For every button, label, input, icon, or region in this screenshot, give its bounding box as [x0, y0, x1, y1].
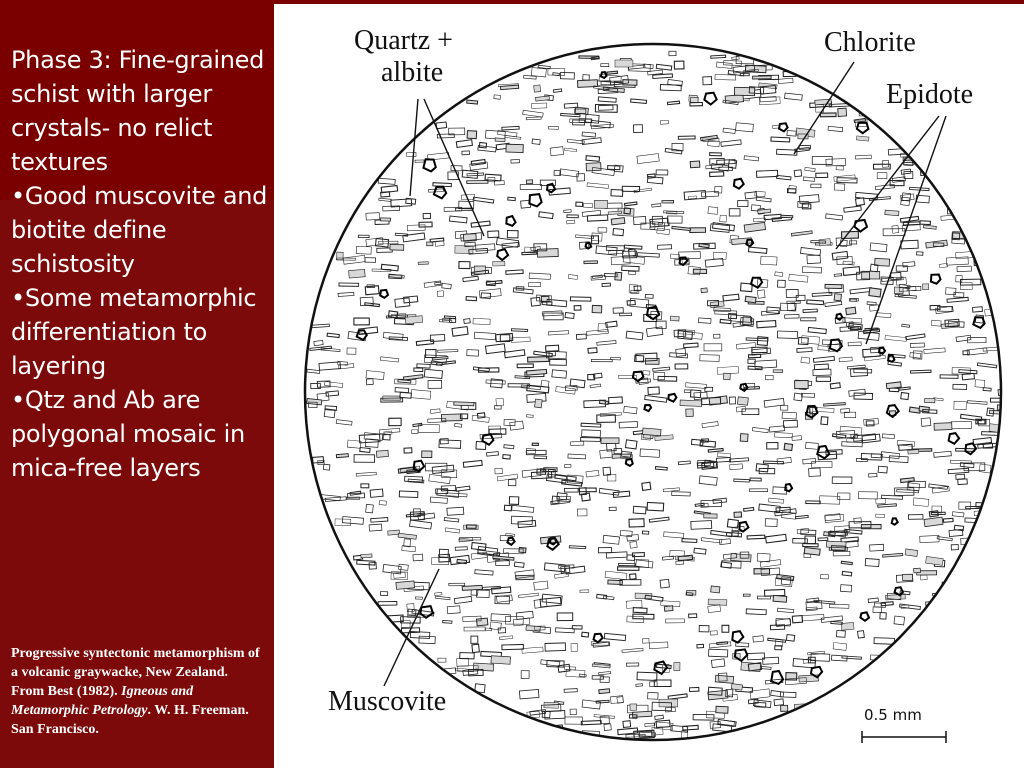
mineral-grain: [869, 288, 881, 297]
mineral-grain: [422, 451, 432, 458]
caption-text-start: Progressive syntectonic metamorphism of a volcanic graywacke, New Zealand. From Best (1982).: [11, 646, 260, 699]
mineral-grain: [745, 296, 756, 303]
mineral-grain: [838, 108, 847, 116]
label-chlorite: Chlorite: [824, 27, 916, 58]
mineral-grain: [630, 704, 636, 710]
mineral-grain: [842, 231, 859, 238]
mineral-grain: [608, 211, 622, 215]
mineral-grain: [599, 689, 610, 694]
mineral-grain: [526, 180, 532, 184]
mineral-grain: [584, 261, 598, 264]
mineral-grain: [686, 409, 694, 417]
mineral-grain: [670, 316, 679, 321]
mineral-grain: [623, 80, 637, 86]
mineral-grain: [732, 238, 752, 245]
mineral-grain: [336, 454, 348, 458]
caption-book-title: Igneous and Metamorphic Petrology: [11, 684, 194, 718]
mineral-grain: [495, 138, 505, 142]
mineral-grain: [819, 239, 831, 246]
mineral-grain: [528, 357, 549, 363]
mineral-grain: [674, 663, 680, 671]
mineral-grain: [592, 305, 602, 313]
bullet-muscovite-biotite: •Good muscovite and biotite define schistosity: [11, 182, 268, 278]
mineral-grain: [925, 398, 935, 402]
mineral-grain: [642, 428, 661, 436]
mineral-grain: [586, 163, 601, 171]
mineral-grain: [846, 307, 856, 314]
mineral-grain: [662, 200, 674, 203]
scale-bar-label: 0.5 mm: [864, 706, 922, 724]
mineral-grain: [711, 586, 720, 593]
mineral-grain: [825, 284, 842, 288]
mineral-grain: [710, 301, 724, 307]
mineral-grain: [388, 530, 400, 535]
mineral-grain: [841, 622, 854, 630]
mineral-grain: [753, 76, 772, 79]
caption-text-end: . W. H. Freeman. San Francisco.: [11, 703, 249, 737]
mineral-grain: [527, 369, 547, 375]
thin-section-figure: [274, 4, 1024, 768]
mineral-grain: [680, 400, 702, 406]
mineral-grain: [396, 581, 415, 589]
mineral-grain: [885, 210, 899, 216]
mineral-grain: [491, 656, 511, 665]
mineral-grain: [715, 675, 733, 683]
mineral-grain: [908, 449, 919, 454]
mineral-grain: [337, 252, 344, 260]
label-muscovite: Muscovite: [328, 686, 447, 717]
bullet-differentiation: •Some metamorphic differentiation to layering: [11, 284, 257, 380]
mineral-grain: [737, 397, 748, 405]
mineral-grain: [380, 218, 390, 221]
mineral-grain: [740, 434, 748, 442]
mineral-grain: [820, 113, 836, 117]
mineral-grain: [704, 514, 717, 518]
mineral-grain: [462, 585, 482, 590]
label-quartz: Quartz +: [354, 25, 453, 56]
thin-section-drawing: [274, 4, 1024, 768]
mineral-grain: [690, 228, 706, 233]
mineral-grain: [611, 218, 625, 225]
mineral-grain: [716, 706, 728, 713]
mineral-grain: [506, 144, 523, 152]
bullet-phase: Phase 3: Fine-grained schist with larger crystals- no relict textures: [11, 46, 265, 176]
mineral-grain: [989, 410, 1000, 414]
mineral-grain: [607, 71, 618, 74]
mineral-grain: [781, 705, 788, 711]
mineral-grain: [441, 414, 462, 421]
mineral-grain: [477, 618, 488, 626]
mineral-grain: [418, 262, 428, 265]
mineral-grain: [781, 215, 793, 218]
mineral-grain: [376, 450, 388, 457]
mineral-grain: [934, 423, 952, 431]
mineral-grain: [708, 599, 727, 605]
mineral-grain: [632, 711, 651, 717]
mineral-grain: [474, 266, 485, 274]
mineral-grain: [834, 294, 841, 301]
mineral-grain: [804, 548, 820, 556]
mineral-grain: [701, 288, 708, 293]
mineral-grain: [493, 261, 505, 266]
figure-caption: [11, 644, 261, 739]
mineral-grain: [691, 97, 699, 102]
mineral-grain: [664, 606, 673, 611]
mineral-grain: [784, 443, 792, 450]
mineral-grain: [615, 272, 622, 280]
mineral-grain: [427, 242, 433, 246]
mineral-grain: [699, 244, 709, 248]
mineral-grain: [795, 381, 809, 389]
mineral-grain: [914, 568, 921, 573]
mineral-grain: [519, 547, 526, 552]
mineral-grain: [894, 287, 903, 294]
mineral-grain: [773, 595, 787, 602]
mineral-grain: [615, 60, 633, 67]
label-epidote: Epidote: [886, 79, 974, 110]
mineral-grain: [734, 87, 754, 95]
mineral-grain: [923, 284, 929, 290]
mineral-grain: [723, 373, 730, 380]
mineral-grain: [349, 269, 366, 278]
mineral-grain: [731, 554, 751, 562]
mineral-grain: [773, 370, 783, 373]
mineral-grain: [886, 382, 901, 389]
mineral-grain: [361, 554, 372, 558]
mineral-grain: [731, 684, 742, 691]
mineral-grain: [537, 249, 558, 258]
mineral-grain: [905, 549, 918, 557]
mineral-grain: [467, 100, 478, 104]
mineral-grain: [903, 574, 913, 580]
mineral-grain: [734, 512, 742, 517]
mineral-grain: [454, 402, 474, 406]
mineral-grain: [690, 161, 700, 168]
mineral-grain: [501, 85, 519, 90]
mineral-grain: [390, 244, 404, 250]
label-albite: albite: [381, 57, 444, 88]
mineral-grain: [826, 541, 846, 548]
mineral-grain: [534, 85, 541, 92]
mineral-grain: [535, 399, 543, 408]
mineral-grain: [901, 478, 915, 483]
bullet-qtz-ab: •Qtz and Ab are polygonal mosaic in mica-free layers: [11, 386, 245, 482]
mineral-grain: [467, 131, 477, 139]
bullet-list: [11, 43, 269, 485]
mineral-grain: [601, 438, 619, 444]
mineral-grain: [594, 200, 607, 208]
mineral-grain: [599, 400, 608, 404]
